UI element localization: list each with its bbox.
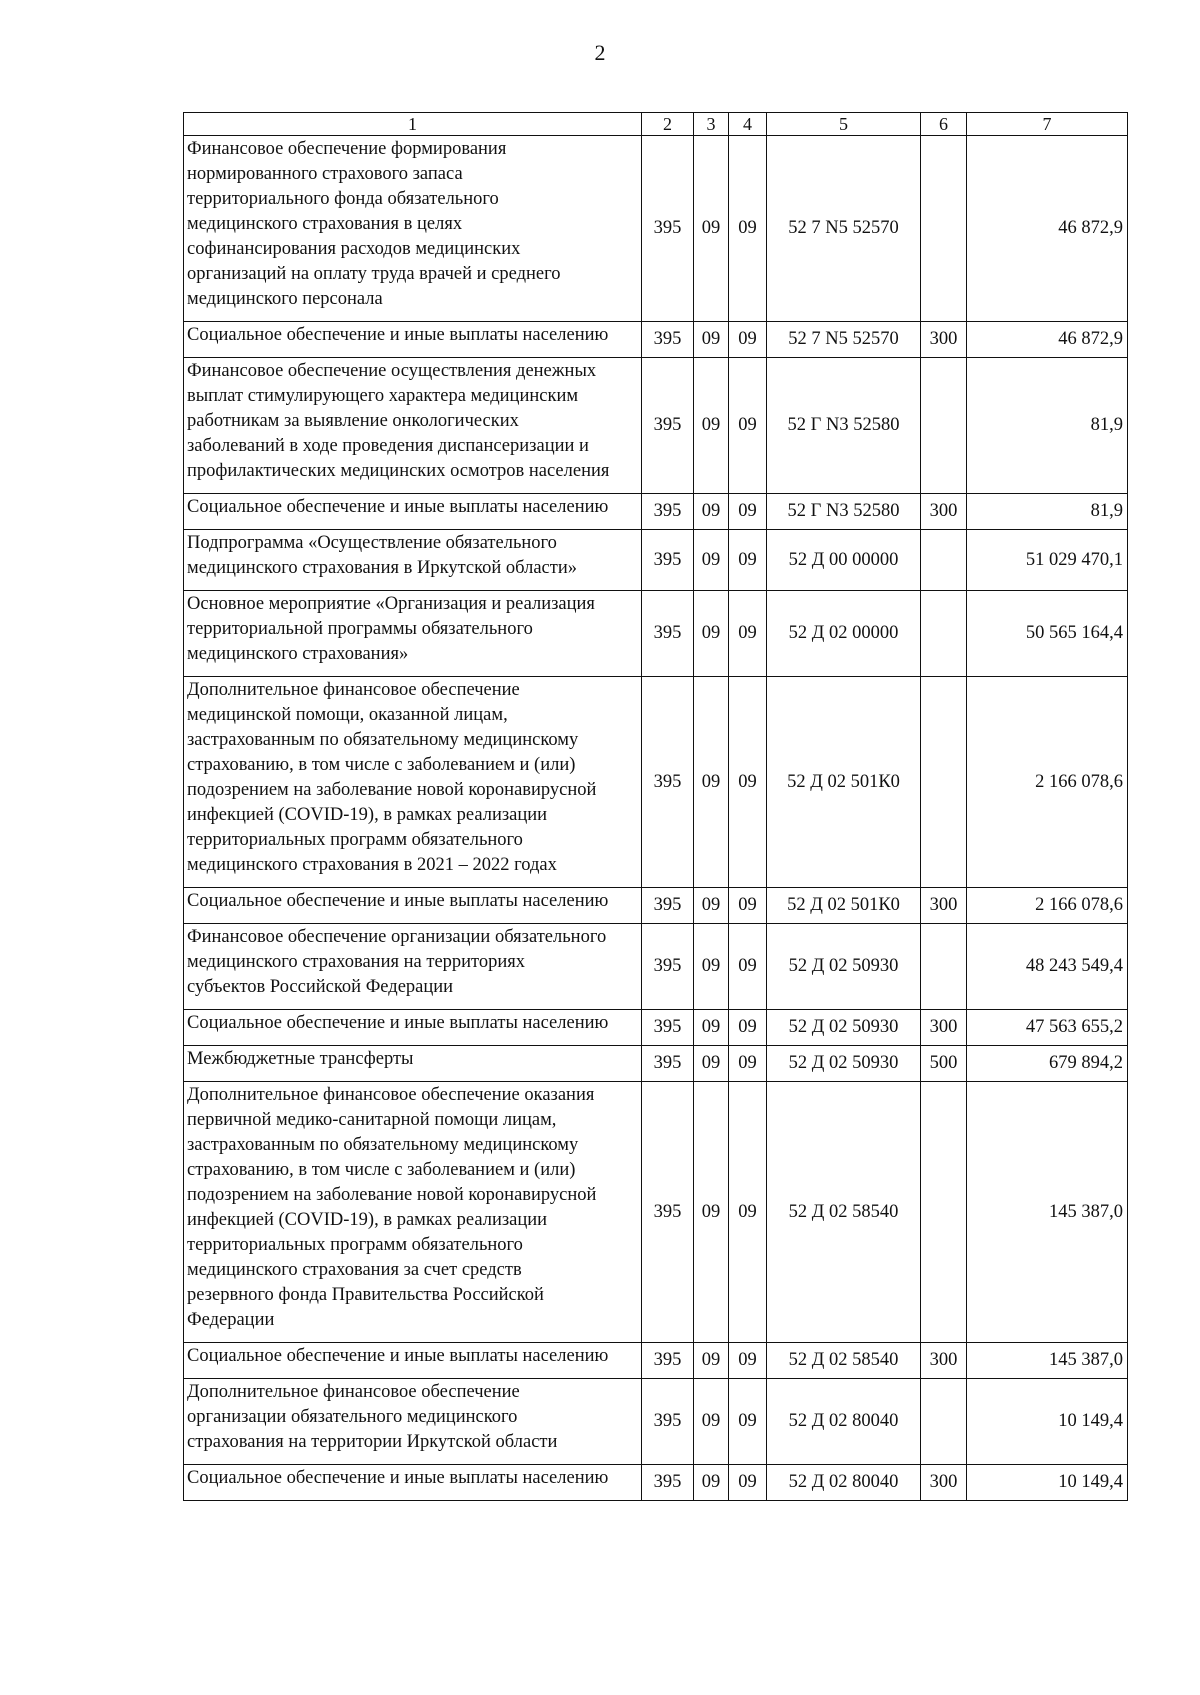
row-subsection-code: 09 [729,888,767,924]
column-number: 4 [729,113,767,136]
row-subsection-code: 09 [729,136,767,322]
row-name: Социальное обеспечение и иные выплаты населению [184,1465,642,1501]
row-name: Финансовое обеспечение осуществления денежных выплат стимулирующего характера медицинским работникам за выявление онкологических заболеваний в ходе проведения диспансеризации и профилактических медицинских осмотров населения [184,358,642,494]
table-row [184,530,1128,591]
row-amount: 679 894,2 [967,1046,1128,1082]
row-target-article: 52 Д 02 501К0 [767,888,921,924]
row-target-article: 52 Г N3 52580 [767,494,921,530]
row-ministry-code: 395 [642,1082,694,1343]
row-target-article: 52 Д 02 50930 [767,924,921,1010]
row-ministry-code: 395 [642,591,694,677]
row-subsection-code: 09 [729,591,767,677]
row-section-code: 09 [694,136,729,322]
row-section-code: 09 [694,1379,729,1465]
row-amount: 10 149,4 [967,1465,1128,1501]
row-subsection-code: 09 [729,1046,767,1082]
row-ministry-code: 395 [642,136,694,322]
table-row [184,591,1128,677]
row-subsection-code: 09 [729,924,767,1010]
row-name: Дополнительное финансовое обеспечение медицинской помощи, оказанной лицам, застрахованным по обязательному медицинскому страхованию, в том числе с заболеванием и (или) подозрением на заболевание новой коронавирусной инфекцией (COVID-19), в рамках реализации территориальных программ обязательного медицинского страхования в 2021 – 2022 годах [184,677,642,888]
row-name: Социальное обеспечение и иные выплаты населению [184,888,642,924]
row-ministry-code: 395 [642,1343,694,1379]
row-target-article: 52 Д 02 501К0 [767,677,921,888]
row-ministry-code: 395 [642,1046,694,1082]
row-subsection-code: 09 [729,494,767,530]
row-amount: 81,9 [967,358,1128,494]
row-section-code: 09 [694,358,729,494]
row-name: Социальное обеспечение и иные выплаты населению [184,1343,642,1379]
table-row [184,1046,1128,1082]
table-row [184,888,1128,924]
budget-table [183,112,1128,1501]
row-name: Дополнительное финансовое обеспечение оказания первичной медико-санитарной помощи лицам, застрахованным по обязательному медицинскому страхованию, в том числе с заболеванием и (или) подозрением на заболевание новой коронавирусной инфекцией (COVID-19), в рамках реализации территориальных программ обязательного медицинского страхования за счет средств резервного фонда Правительства Российской Федерации [184,1082,642,1343]
row-ministry-code: 395 [642,1010,694,1046]
row-subsection-code: 09 [729,1343,767,1379]
row-expense-type: 300 [921,322,967,358]
row-subsection-code: 09 [729,322,767,358]
row-expense-type [921,136,967,322]
row-expense-type: 300 [921,1465,967,1501]
column-number: 2 [642,113,694,136]
column-number: 1 [184,113,642,136]
row-ministry-code: 395 [642,888,694,924]
row-name: Финансовое обеспечение формирования нормированного страхового запаса территориального фонда обязательного медицинского страхования в целях софинансирования расходов медицинских организаций на оплату труда врачей и среднего медицинского персонала [184,136,642,322]
column-number: 3 [694,113,729,136]
row-amount: 2 166 078,6 [967,677,1128,888]
table-row [184,924,1128,1010]
row-section-code: 09 [694,494,729,530]
row-section-code: 09 [694,677,729,888]
row-amount: 145 387,0 [967,1082,1128,1343]
row-name: Межбюджетные трансферты [184,1046,642,1082]
row-amount: 145 387,0 [967,1343,1128,1379]
row-target-article: 52 Д 02 50930 [767,1010,921,1046]
row-ministry-code: 395 [642,322,694,358]
row-section-code: 09 [694,1046,729,1082]
row-expense-type [921,924,967,1010]
row-name: Социальное обеспечение и иные выплаты населению [184,494,642,530]
row-target-article: 52 Д 00 00000 [767,530,921,591]
column-number: 7 [967,113,1128,136]
row-subsection-code: 09 [729,677,767,888]
row-amount: 51 029 470,1 [967,530,1128,591]
table-row [184,1343,1128,1379]
row-target-article: 52 Д 02 00000 [767,591,921,677]
row-subsection-code: 09 [729,1379,767,1465]
row-expense-type [921,677,967,888]
row-section-code: 09 [694,924,729,1010]
row-target-article: 52 7 N5 52570 [767,136,921,322]
row-amount: 47 563 655,2 [967,1010,1128,1046]
row-ministry-code: 395 [642,924,694,1010]
row-subsection-code: 09 [729,1082,767,1343]
row-section-code: 09 [694,888,729,924]
page-number: 2 [594,40,606,65]
row-amount: 48 243 549,4 [967,924,1128,1010]
table-row [184,1465,1128,1501]
column-number-row [184,113,1128,136]
row-name: Социальное обеспечение и иные выплаты населению [184,322,642,358]
row-target-article: 52 Г N3 52580 [767,358,921,494]
table-row [184,136,1128,322]
row-ministry-code: 395 [642,494,694,530]
row-section-code: 09 [694,1465,729,1501]
row-amount: 81,9 [967,494,1128,530]
row-section-code: 09 [694,1010,729,1046]
row-expense-type [921,591,967,677]
row-target-article: 52 Д 02 58540 [767,1343,921,1379]
column-number: 5 [767,113,921,136]
row-target-article: 52 Д 02 80040 [767,1379,921,1465]
row-expense-type [921,1379,967,1465]
row-subsection-code: 09 [729,358,767,494]
row-expense-type [921,358,967,494]
row-amount: 46 872,9 [967,322,1128,358]
row-subsection-code: 09 [729,1465,767,1501]
table-row [184,322,1128,358]
row-amount: 46 872,9 [967,136,1128,322]
row-section-code: 09 [694,1343,729,1379]
row-expense-type: 300 [921,888,967,924]
row-expense-type: 300 [921,1343,967,1379]
row-expense-type [921,530,967,591]
row-ministry-code: 395 [642,1465,694,1501]
row-subsection-code: 09 [729,530,767,591]
row-expense-type: 300 [921,1010,967,1046]
row-subsection-code: 09 [729,1010,767,1046]
row-ministry-code: 395 [642,1379,694,1465]
row-section-code: 09 [694,591,729,677]
row-expense-type: 500 [921,1046,967,1082]
table-row [184,1379,1128,1465]
row-amount: 50 565 164,4 [967,591,1128,677]
table-row [184,494,1128,530]
row-expense-type [921,1082,967,1343]
row-target-article: 52 Д 02 80040 [767,1465,921,1501]
table-row [184,677,1128,888]
row-name: Дополнительное финансовое обеспечение организации обязательного медицинского страхования на территории Иркутской области [184,1379,642,1465]
row-section-code: 09 [694,322,729,358]
row-target-article: 52 Д 02 58540 [767,1082,921,1343]
table-row [184,1082,1128,1343]
row-ministry-code: 395 [642,530,694,591]
table-row [184,1010,1128,1046]
row-name: Основное мероприятие «Организация и реализация территориальной программы обязательного медицинского страхования» [184,591,642,677]
table-row [184,358,1128,494]
row-target-article: 52 7 N5 52570 [767,322,921,358]
column-number: 6 [921,113,967,136]
row-amount: 10 149,4 [967,1379,1128,1465]
row-ministry-code: 395 [642,358,694,494]
row-amount: 2 166 078,6 [967,888,1128,924]
row-ministry-code: 395 [642,677,694,888]
row-target-article: 52 Д 02 50930 [767,1046,921,1082]
row-name: Социальное обеспечение и иные выплаты населению [184,1010,642,1046]
row-name: Подпрограмма «Осуществление обязательного медицинского страхования в Иркутской области» [184,530,642,591]
row-section-code: 09 [694,1082,729,1343]
row-name: Финансовое обеспечение организации обязательного медицинского страхования на территориях субъектов Российской Федерации [184,924,642,1010]
row-expense-type: 300 [921,494,967,530]
table-body [184,113,1128,1501]
row-section-code: 09 [694,530,729,591]
